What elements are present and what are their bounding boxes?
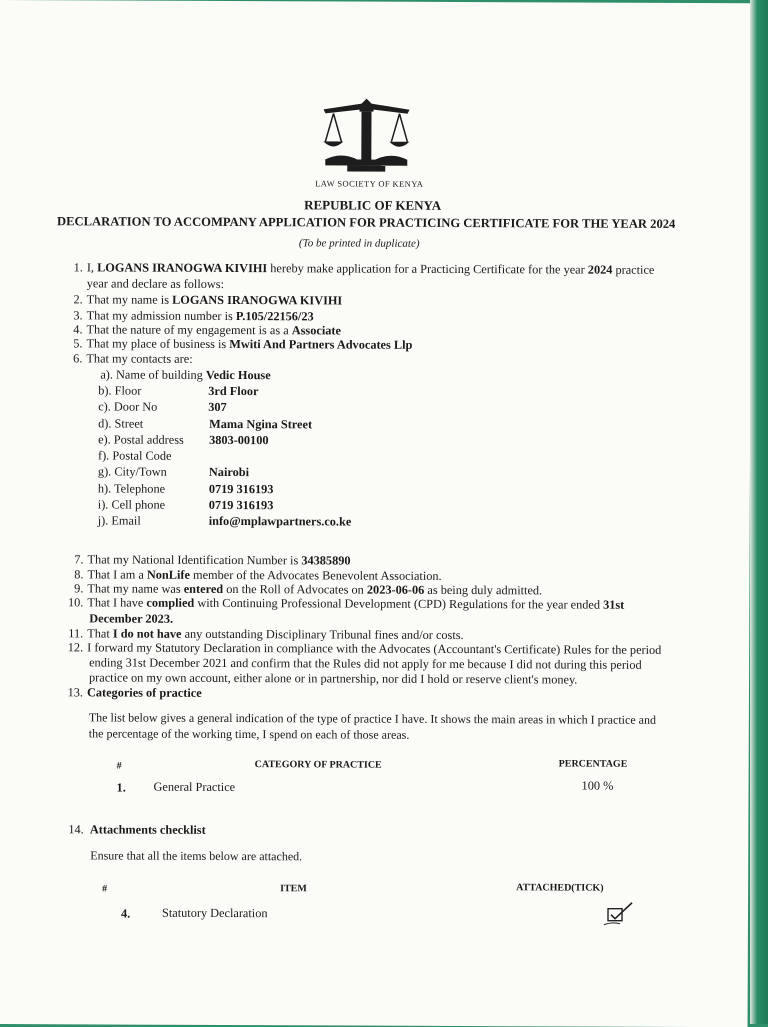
attachment-row-number: 4.: [120, 906, 131, 921]
item-number: 13.: [67, 685, 84, 700]
item-number: 2.: [73, 292, 83, 307]
contact-email-label: j). Email: [97, 513, 141, 528]
item-number: 7.: [74, 552, 84, 567]
attachments-instruction: Ensure that all the items below are attached.: [90, 848, 303, 864]
section-heading: Attachments checklist: [89, 822, 206, 837]
declaration-item-7: [70, 552, 351, 568]
attachment-row-item: Statutory Declaration: [161, 905, 268, 921]
practice-col-category: CATEGORY OF PRACTICE: [254, 759, 382, 771]
contact-email-value: info@mplawpartners.co.ke: [208, 513, 352, 529]
declaration-item-10-line2: December 2023.: [89, 611, 174, 626]
practice-row-number: 1.: [116, 780, 126, 795]
certificate-year: 2024: [587, 262, 613, 277]
declaration-item-10: [65, 595, 624, 612]
engagement-value: Associate: [291, 323, 341, 338]
item-number: 11.: [68, 626, 84, 641]
declaration-item-2: [69, 292, 343, 308]
item-number: 5.: [73, 336, 83, 351]
text: That the nature of my engagement is as a: [86, 322, 292, 338]
text: That my admission number is: [86, 308, 236, 324]
text: That my National Identification Number is: [87, 552, 302, 568]
item-number: 3.: [73, 308, 83, 323]
contact-postal-label: e). Postal address: [98, 432, 184, 447]
roll-date: 2023-06-06: [366, 582, 425, 597]
bold-text: complied: [146, 595, 195, 610]
practice-col-hash: #: [116, 760, 122, 772]
name-value: LOGANS IRANOGWA KIVIHI: [172, 292, 343, 308]
practice-row-category: General Practice: [153, 779, 236, 795]
page-title: DECLARATION TO ACCOMPANY APPLICATION FOR PRACTICING CERTIFICATE FOR THE YEAR 2024: [57, 214, 676, 231]
text: on the Roll of Advocates on: [223, 581, 367, 597]
contact-cell-label: i). Cell phone: [97, 497, 166, 512]
contact-label: a). Name of building: [100, 367, 206, 382]
item-number: 9.: [74, 581, 84, 596]
contact-value: Vedic House: [205, 367, 271, 383]
text: I,: [86, 260, 98, 275]
text: as being duly admitted.: [424, 582, 543, 598]
society-name: LAW SOCIETY OF KENYA: [315, 178, 424, 189]
tick-box-icon: [602, 901, 636, 927]
item-number: 14.: [68, 822, 84, 837]
contact-building: [100, 367, 270, 383]
contact-telephone-label: h). Telephone: [97, 481, 166, 496]
membership-type: NonLife: [146, 567, 190, 582]
bold-text: 31st: [603, 597, 625, 612]
text: That my contacts are:: [86, 351, 193, 366]
practice-intro-line2: the percentage of the working time, I spend on each of those areas.: [88, 726, 410, 742]
text: any outstanding Disciplinary Tribunal fines and/or costs.: [181, 626, 464, 643]
text: That I have: [87, 595, 147, 610]
text: I forward my Statutory Declaration in compliance with the Advocates (Accountant's Certificate) Rules for the period: [87, 640, 662, 657]
text: That: [87, 626, 113, 641]
law-society-scales-logo: [321, 97, 411, 175]
text: That my place of business is: [86, 336, 230, 352]
contact-door-label: c). Door No: [98, 399, 158, 414]
declaration-item-12-line3: practice on my own account, either alone or in partnership, nor did I hold or reserve client's money.: [89, 670, 578, 687]
text: That my name is: [86, 292, 173, 307]
declaration-item-12-line2: ending 31st December 2021 and confirm that the Rules did not apply for me because I did not during this period: [89, 655, 642, 672]
contact-postal-code-label: f). Postal Code: [97, 448, 172, 463]
contact-telephone-value: 0719 316193: [208, 481, 274, 497]
contact-street-label: d). Street: [98, 416, 144, 431]
attachments-col-item: ITEM: [280, 883, 307, 895]
declaration-item-1-line2: year and declare as follows:: [86, 276, 225, 291]
item-number: 6.: [73, 351, 83, 366]
item-number: 8.: [74, 567, 84, 582]
background-edge: [750, 0, 768, 1024]
practice-intro-line1: The list below gives a general indication of the type of practice I have. It shows the main areas in which I practice and: [88, 710, 657, 727]
text: practice: [612, 262, 655, 277]
admission-number: P.105/22156/23: [235, 309, 314, 324]
contact-street-value: Mama Ngina Street: [209, 416, 313, 432]
item-number: 10.: [67, 595, 84, 610]
applicant-name: LOGANS IRANOGWA KIVIHI: [97, 260, 268, 276]
contact-cell-value: 0719 316193: [208, 497, 274, 513]
contact-door-value: 307: [208, 399, 227, 414]
contact-floor-label: b). Floor: [98, 383, 142, 398]
practice-col-percentage: PERCENTAGE: [558, 758, 628, 770]
item-number: 4.: [73, 322, 83, 337]
contact-city-label: g). City/Town: [97, 464, 167, 479]
declaration-item-5: [68, 336, 412, 353]
declaration-item-13: [65, 685, 202, 701]
bold-text: I do not have: [112, 626, 182, 641]
text: That I am a: [87, 567, 147, 582]
contact-city-value: Nairobi: [208, 464, 250, 480]
declaration-item-6: [68, 351, 192, 367]
attachments-col-hash: #: [102, 883, 108, 895]
attachments-heading: [68, 822, 205, 838]
item-number: 1.: [73, 260, 83, 275]
text: with Continuing Professional Development (CPD) Regulations for the year ended: [194, 595, 604, 612]
contact-postal-value: 3803-00100: [209, 432, 269, 448]
declaration-item-1: [69, 260, 655, 278]
text: That my name was: [87, 581, 184, 596]
bold-text: entered: [183, 581, 224, 596]
page-subtitle: (To be printed in duplicate): [298, 237, 420, 250]
republic-heading: REPUBLIC OF KENYA: [304, 197, 442, 213]
text: member of the Advocates Benevolent Association.: [189, 567, 442, 583]
item-number: 12.: [67, 640, 84, 655]
business-value: Mwiti And Partners Advocates Llp: [229, 337, 413, 352]
attachments-col-attached: ATTACHED(TICK): [516, 882, 604, 894]
national-id: 34385890: [301, 553, 351, 568]
practice-row-percentage: 100 %: [581, 778, 614, 793]
contact-floor-value: 3rd Floor: [208, 383, 259, 399]
section-heading: Categories of practice: [86, 685, 202, 700]
text: hereby make application for a Practicing Certificate for the year: [267, 261, 588, 277]
